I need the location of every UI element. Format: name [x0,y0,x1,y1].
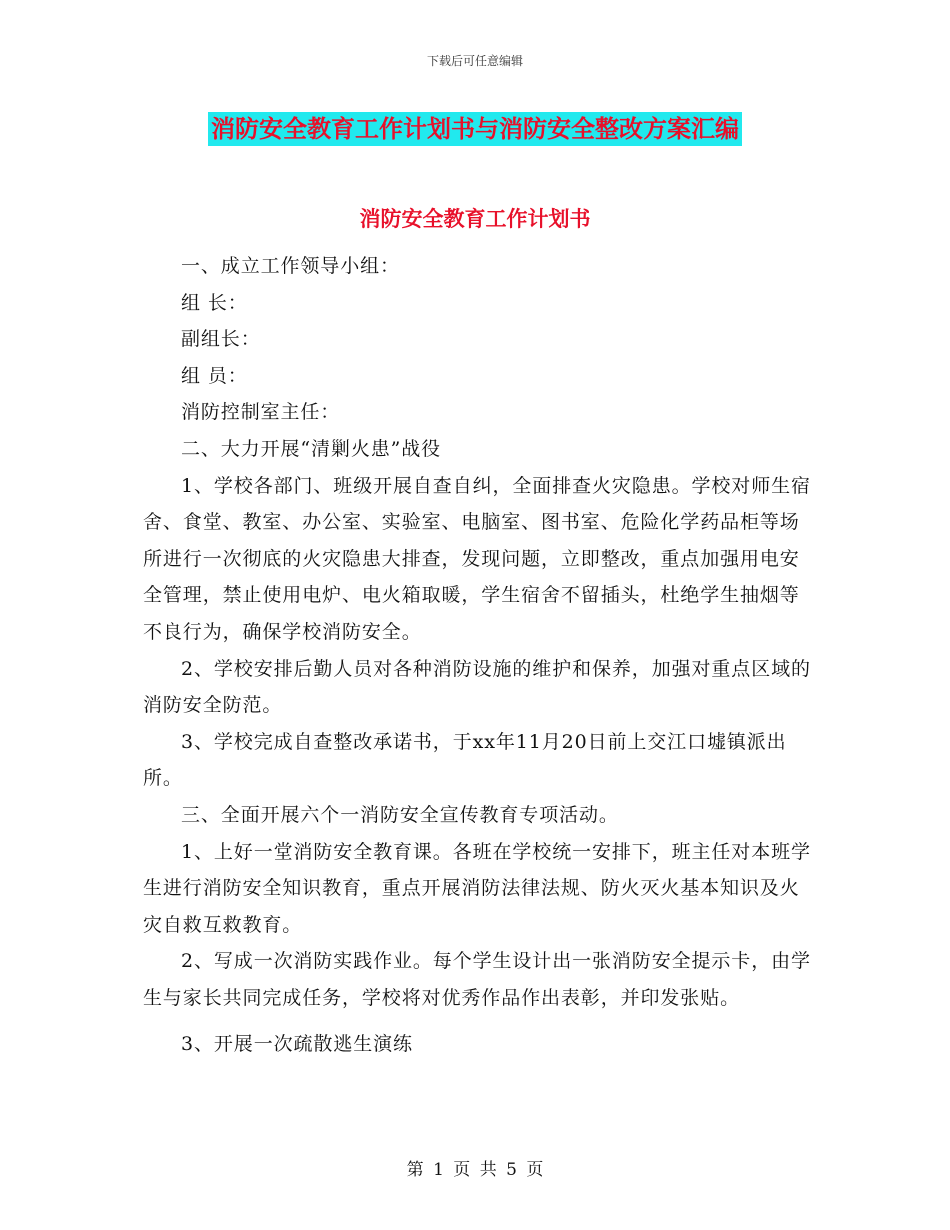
heading-six-activities: 三、全面开展六个一消防安全宣传教育专项活动。 [181,803,619,826]
paragraph-practice-homework: 2、写成一次消防实践作业。每个学生设计出一张消防安全提示卡，由学生与家长共同完成任务，学校将对优秀作品作出表彰，并印发张贴。 [143,950,811,1009]
page-number-footer: 第 1 页 共 5 页 [406,1160,544,1180]
line-deputy-leader: 副组长： [181,328,261,351]
paragraph-maintenance: 2、学校安排后勤人员对各种消防设施的维护和保养，加强对重点区域的消防安全防范。 [143,657,811,717]
header-note: 下载后可任意编辑 [426,54,523,68]
heading-leadership-group: 一、成立工作领导小组： [181,255,400,277]
line-control-room-director: 消防控制室主任： [181,401,341,424]
heading-campaign: 二、大力开展“清剿火患”战役 [181,437,442,460]
document-body [143,248,815,1063]
paragraph-evacuation-drill: 3、开展一次疏散逃生演练 [181,1033,413,1056]
paragraph-self-inspection: 1、学校各部门、班级开展自查自纠，全面排查火灾隐患。学校对师生宿舍、食堂、教室、办公室、实验室、电脑室、图书室、危险化学药品柜等场所进行一次彻底的火灾隐患大排查，发现问题，立即整改，重点加强用电安全管理，禁止使用电炉、电火箱取暖，学生宿舍不留插头，杜绝学生抽烟等不良行为，确保学校消防安全。 [143,474,811,643]
document-main-title: 消防安全教育工作计划书与消防安全整改方案汇编 [208,112,742,146]
line-group-leader: 组 长： [181,291,248,314]
section-title: 消防安全教育工作计划书 [359,207,591,231]
paragraph-safety-class: 1、上好一堂消防安全教育课。各班在学校统一安排下，班主任对本班学生进行消防安全知识教育，重点开展消防法律法规、防火灭火基本知识及火灾自救互救教育。 [143,840,811,936]
paragraph-commitment: 3、学校完成自查整改承诺书，于xx年11月20日前上交江口墟镇派出所。 [143,730,787,790]
line-group-members: 组 员： [181,364,248,387]
